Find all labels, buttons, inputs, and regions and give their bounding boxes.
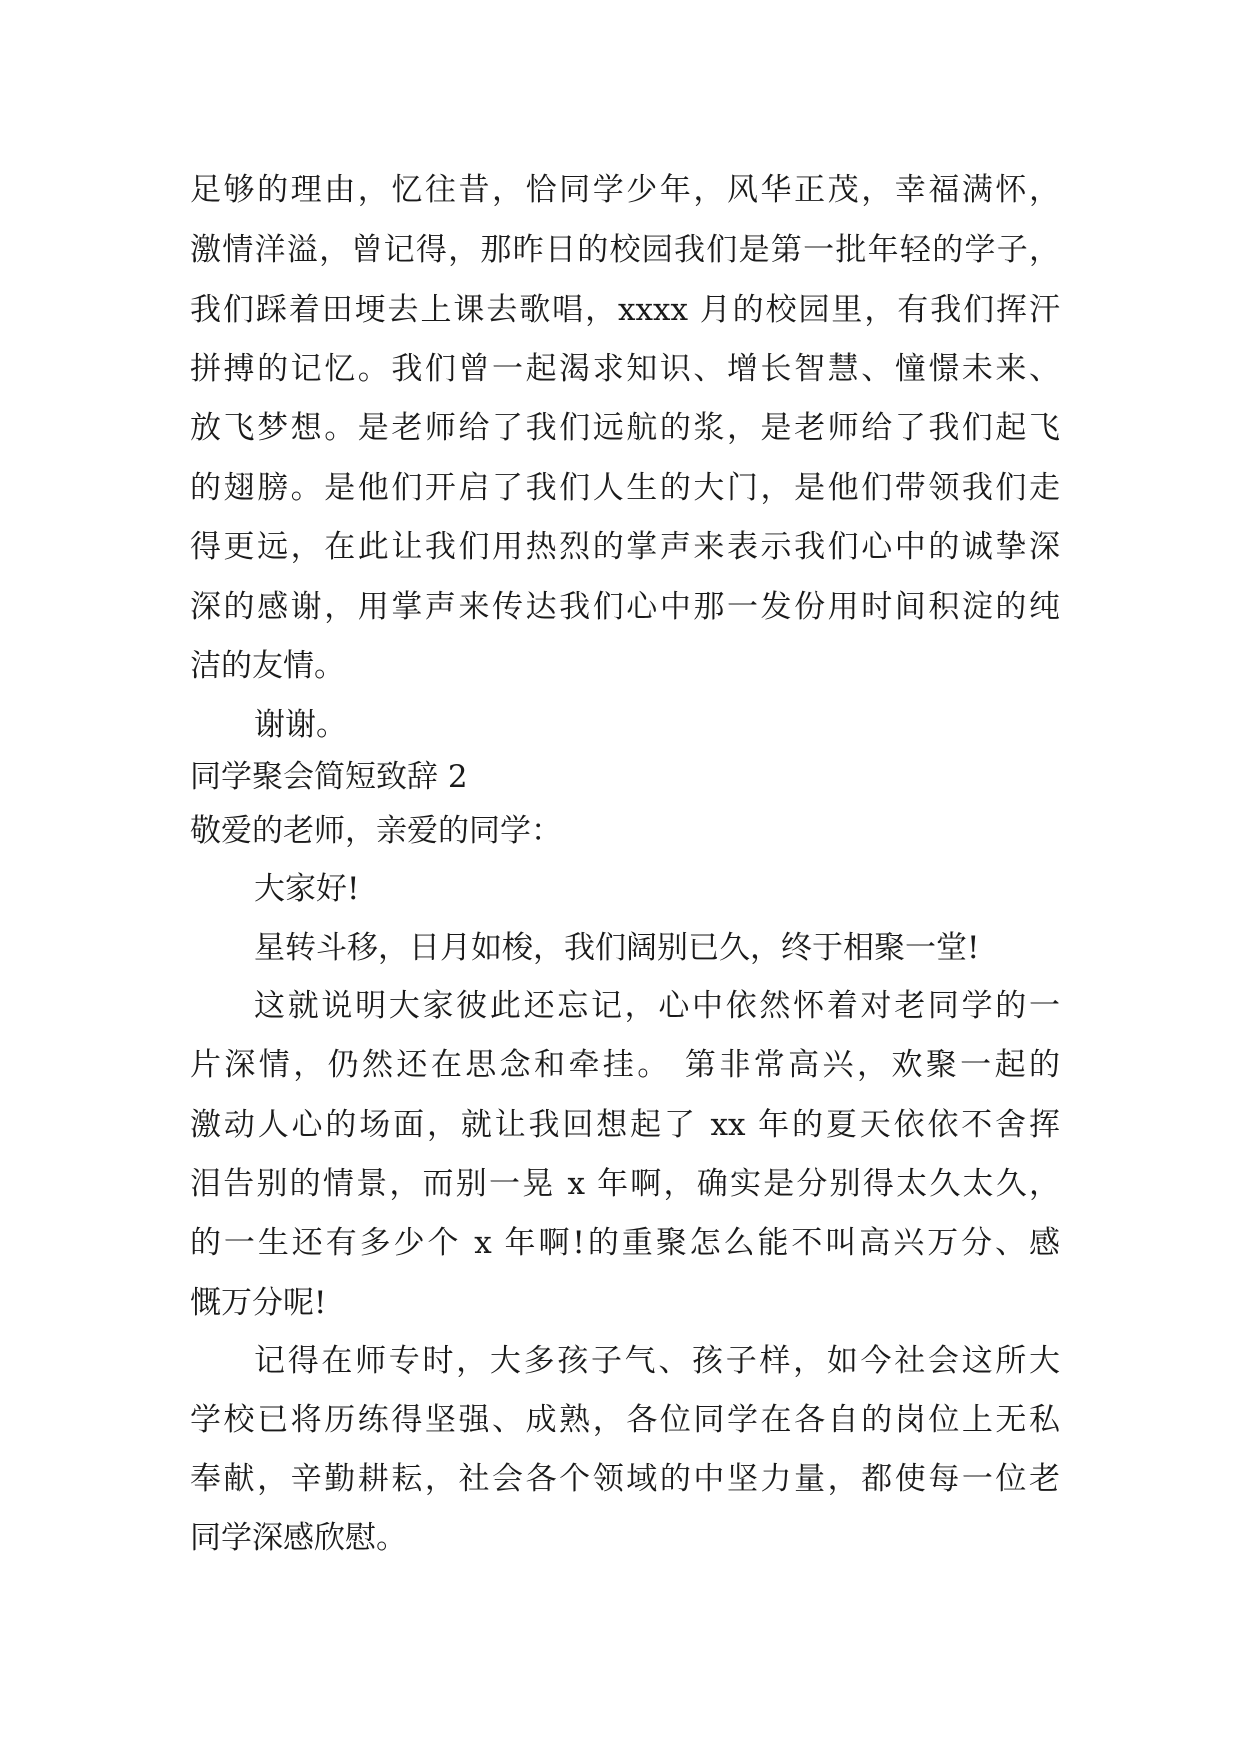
body-text-line: 记得在师专时，大多孩子气、孩子样，如今社会这所大 (254, 1343, 1060, 1379)
salutation: 敬爱的老师，亲爱的同学： (190, 813, 562, 849)
body-text-line: 同学深感欣慰。 (190, 1520, 407, 1556)
body-text-line: 我们踩着田埂去上课去歌唱，xxxx 月的校园里，有我们挥汗 (190, 292, 1060, 328)
body-text-line: 这就说明大家彼此还忘记，心中依然怀着对老同学的一 (254, 988, 1060, 1024)
body-text-line: 激情洋溢，曾记得，那昨日的校园我们是第一批年轻的学子， (190, 232, 1060, 268)
body-text-line: 星转斗移，日月如梭，我们阔别已久，终于相聚一堂! (254, 930, 980, 966)
body-text-line: 的一生还有多少个 x 年啊!的重聚怎么能不叫高兴万分、感 (190, 1225, 1060, 1261)
body-text-line: 足够的理由，忆往昔，恰同学少年，风华正茂，幸福满怀， (190, 172, 1060, 208)
body-text-line: 放飞梦想。是老师给了我们远航的浆，是老师给了我们起飞 (190, 410, 1060, 446)
body-text-line: 奉献，辛勤耕耘，社会各个领域的中坚力量，都使每一位老 (190, 1461, 1060, 1497)
body-text-line: 激动人心的场面，就让我回想起了 xx 年的夏天依依不舍挥 (190, 1107, 1060, 1143)
body-text-line: 的翅膀。是他们开启了我们人生的大门，是他们带领我们走 (190, 470, 1060, 506)
section-title: 同学聚会简短致辞 2 (190, 759, 468, 795)
body-text-line: 拼搏的记忆。我们曾一起渴求知识、增长智慧、憧憬未来、 (190, 351, 1060, 387)
body-text-line: 洁的友情。 (190, 648, 345, 684)
body-text-line: 泪告别的情景，而别一晃 x 年啊，确实是分别得太久太久， (190, 1166, 1060, 1202)
body-text-line: 慨万分呢! (190, 1285, 327, 1321)
greeting: 大家好! (254, 871, 360, 907)
body-text-line: 学校已将历练得坚强、成熟，各位同学在各自的岗位上无私 (190, 1402, 1060, 1438)
body-text-line: 深的感谢，用掌声来传达我们心中那一发份用时间积淀的纯 (190, 589, 1060, 625)
body-text-line: 谢谢。 (254, 707, 347, 743)
body-text-line: 片深情，仍然还在思念和牵挂。 第非常高兴，欢聚一起的 (190, 1047, 1060, 1083)
body-text-line: 得更远，在此让我们用热烈的掌声来表示我们心中的诚挚深 (190, 529, 1060, 565)
